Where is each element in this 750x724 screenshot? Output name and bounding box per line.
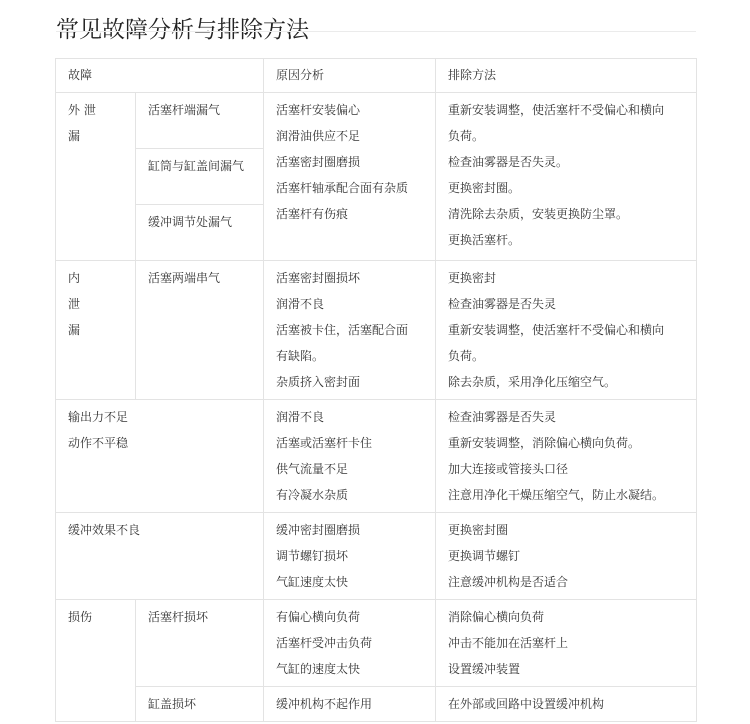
subfault-label: 缸筒与缸盖间漏气: [148, 159, 245, 173]
remedy-item: 注意缓冲机构是否适合: [448, 575, 569, 589]
cause-item: 供气流量不足: [276, 462, 349, 476]
cause-cell: [264, 261, 436, 400]
remedy-item: 重新安装调整，使活塞杆不受偏心和横向: [448, 323, 665, 337]
header-remedy: 排除方法: [436, 59, 697, 93]
cause-item: 活塞或活塞杆卡住: [276, 436, 373, 450]
category-line: 外 泄: [68, 103, 96, 117]
subfault-cell: [136, 149, 264, 205]
table-row: [56, 261, 697, 400]
remedy-item: 设置缓冲装置: [448, 662, 521, 676]
cause-item: 活塞杆受冲击负荷: [276, 636, 373, 650]
category-line: 内: [68, 271, 81, 285]
subfault-label: 活塞两端串气: [148, 271, 221, 285]
category-line: 动作不平稳: [68, 436, 129, 450]
category-line: 泄: [68, 297, 81, 311]
cause-item: 缓冲机构不起作用: [276, 697, 373, 711]
subfault-label: 活塞杆端漏气: [148, 103, 221, 117]
table-row: [56, 93, 697, 149]
cause-item: 有偏心横向负荷: [276, 610, 361, 624]
remedy-cell: [436, 400, 697, 513]
category-output: [56, 400, 264, 513]
subfault-cell: [136, 687, 264, 722]
category-line: 损伤: [68, 610, 93, 624]
cause-item: 气缸的速度太快: [276, 662, 361, 676]
remedy-item: 更换密封圈。: [448, 181, 521, 195]
subfault-cell: [136, 93, 264, 149]
cause-item: 缓冲密封圈磨损: [276, 523, 361, 537]
table-header-row: [56, 59, 697, 93]
fault-analysis-table: [55, 58, 697, 722]
table-row: [56, 400, 697, 513]
cause-cell: [264, 513, 436, 600]
cause-item: 活塞杆有伤痕: [276, 207, 349, 221]
remedy-item: 检查油雾器是否失灵: [448, 410, 557, 424]
cause-item: 活塞杆安装偏心: [276, 103, 361, 117]
cause-item: 活塞被卡住，活塞配合面: [276, 323, 409, 337]
category-line: 缓冲效果不良: [68, 523, 141, 537]
remedy-item: 除去杂质，采用净化压缩空气。: [448, 375, 617, 389]
remedy-item: 重新安装调整，使活塞杆不受偏心和横向: [448, 103, 665, 117]
remedy-item: 注意用净化干燥压缩空气，防止水凝结。: [448, 488, 665, 502]
cause-item: 润滑不良: [276, 297, 325, 311]
table-row: [56, 513, 697, 600]
header-fault: 故障: [56, 59, 264, 93]
remedy-cell: [436, 93, 697, 261]
cause-cell: [264, 600, 436, 687]
subfault-cell: [136, 261, 264, 400]
cause-item: 杂质挤入密封面: [276, 375, 361, 389]
cause-item: 润滑油供应不足: [276, 129, 361, 143]
table-row: [56, 600, 697, 687]
cause-cell: [264, 93, 436, 261]
cause-cell: [264, 400, 436, 513]
category-internal-leak: [56, 261, 136, 400]
cause-item: 活塞密封圈损坏: [276, 271, 361, 285]
cause-cell: [264, 687, 436, 722]
cause-item: 有冷凝水杂质: [276, 488, 349, 502]
category-damage: [56, 600, 136, 722]
remedy-item: 更换密封: [448, 271, 497, 285]
cause-item: 活塞杆轴承配合面有杂质: [276, 181, 409, 195]
remedy-cell: [436, 687, 697, 722]
subfault-label: 活塞杆损坏: [148, 610, 209, 624]
remedy-cell: [436, 261, 697, 400]
remedy-item: 更换密封圈: [448, 523, 509, 537]
remedy-item: 在外部或回路中设置缓冲机构: [448, 697, 605, 711]
page-title: 常见故障分析与排除方法: [56, 17, 309, 43]
remedy-item: 消除偏心横向负荷: [448, 610, 545, 624]
subfault-cell: [136, 205, 264, 261]
cause-item: 润滑不良: [276, 410, 325, 424]
cause-item: 有缺陷。: [276, 349, 325, 363]
remedy-item: 重新安装调整，消除偏心横向负荷。: [448, 436, 641, 450]
subfault-label: 缸盖损坏: [148, 697, 197, 711]
subfault-label: 缓冲调节处漏气: [148, 215, 233, 229]
remedy-item: 负荷。: [448, 129, 485, 143]
remedy-cell: [436, 600, 697, 687]
remedy-item: 清洗除去杂质，安装更换防尘罩。: [448, 207, 629, 221]
category-line: 输出力不足: [68, 410, 129, 424]
header-cause: 原因分析: [264, 59, 436, 93]
remedy-item: 加大连接或管接头口径: [448, 462, 569, 476]
remedy-item: 冲击不能加在活塞杆上: [448, 636, 569, 650]
cause-item: 活塞密封圈磨损: [276, 155, 361, 169]
cause-item: 调节螺钉损坏: [276, 549, 349, 563]
category-line: 漏: [68, 129, 81, 143]
category-cushion: [56, 513, 264, 600]
remedy-item: 负荷。: [448, 349, 485, 363]
remedy-item: 检查油雾器是否失灵: [448, 297, 557, 311]
table-row: [56, 687, 697, 722]
title-underline: [56, 31, 696, 32]
remedy-cell: [436, 513, 697, 600]
remedy-item: 更换调节螺钉: [448, 549, 521, 563]
remedy-item: 检查油雾器是否失灵。: [448, 155, 569, 169]
category-line: 漏: [68, 323, 81, 337]
cause-item: 气缸速度太快: [276, 575, 349, 589]
subfault-cell: [136, 600, 264, 687]
category-external-leak: [56, 93, 136, 261]
remedy-item: 更换活塞杆。: [448, 233, 521, 247]
